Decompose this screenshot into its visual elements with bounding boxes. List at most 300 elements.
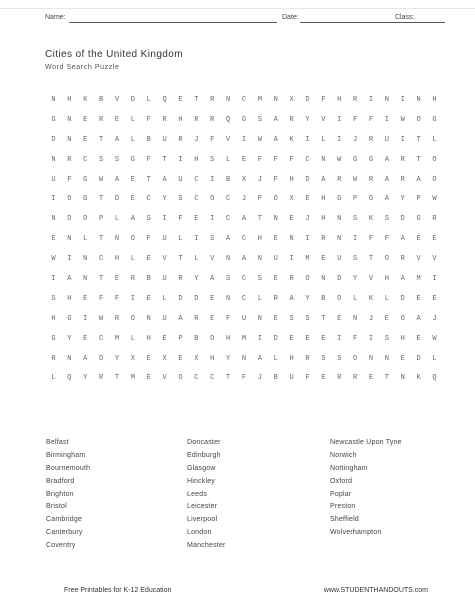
- grid-letter[interactable]: V: [114, 96, 120, 104]
- grid-letter[interactable]: I: [241, 135, 247, 144]
- grid-letter[interactable]: A: [273, 115, 278, 124]
- grid-letter[interactable]: A: [241, 255, 247, 264]
- grid-letter[interactable]: E: [432, 235, 437, 244]
- grid-letter[interactable]: S: [146, 215, 151, 224]
- grid-letter[interactable]: N: [114, 235, 120, 244]
- grid-letter[interactable]: O: [210, 195, 215, 204]
- grid-letter[interactable]: R: [337, 374, 342, 383]
- grid-letter[interactable]: R: [99, 115, 104, 124]
- grid-letter[interactable]: P: [353, 195, 358, 204]
- grid-letter[interactable]: Y: [194, 275, 199, 284]
- grid-letter[interactable]: L: [83, 235, 88, 244]
- grid-letter[interactable]: R: [337, 175, 342, 184]
- grid-letter[interactable]: C: [241, 275, 247, 284]
- grid-letter[interactable]: B: [273, 374, 278, 383]
- grid-letter[interactable]: B: [146, 275, 151, 284]
- grid-letter[interactable]: V: [210, 255, 215, 264]
- grid-letter[interactable]: E: [241, 155, 247, 164]
- grid-letter[interactable]: N: [416, 96, 421, 104]
- grid-letter[interactable]: H: [289, 354, 294, 363]
- grid-letter[interactable]: S: [384, 215, 389, 224]
- grid-letter[interactable]: E: [416, 294, 421, 303]
- grid-letter[interactable]: S: [289, 314, 294, 323]
- grid-letter[interactable]: I: [432, 275, 437, 284]
- grid-letter[interactable]: A: [226, 235, 231, 244]
- grid-letter[interactable]: V: [226, 135, 231, 144]
- grid-letter[interactable]: C: [194, 175, 199, 184]
- grid-letter[interactable]: H: [321, 195, 326, 204]
- grid-letter[interactable]: N: [321, 275, 326, 284]
- grid-letter[interactable]: S: [226, 275, 231, 284]
- grid-letter[interactable]: C: [226, 195, 231, 204]
- grid-letter[interactable]: V: [368, 275, 374, 284]
- grid-letter[interactable]: S: [353, 255, 358, 264]
- grid-letter[interactable]: I: [51, 195, 56, 204]
- grid-letter[interactable]: L: [130, 115, 135, 124]
- grid-letter[interactable]: A: [178, 314, 183, 323]
- grid-letter[interactable]: H: [226, 334, 231, 343]
- grid-letter[interactable]: T: [99, 235, 104, 244]
- grid-letter[interactable]: I: [210, 175, 215, 184]
- grid-letter[interactable]: E: [114, 115, 120, 124]
- grid-letter[interactable]: A: [384, 195, 389, 204]
- grid-letter[interactable]: G: [83, 195, 88, 204]
- grid-letter[interactable]: Y: [83, 374, 88, 383]
- grid-letter[interactable]: J: [353, 135, 358, 144]
- grid-letter[interactable]: J: [368, 314, 374, 323]
- grid-letter[interactable]: O: [210, 334, 215, 343]
- grid-letter[interactable]: S: [384, 334, 389, 343]
- grid-letter[interactable]: M: [257, 96, 262, 104]
- grid-letter[interactable]: G: [83, 175, 88, 184]
- date-field-line[interactable]: [300, 22, 419, 23]
- grid-letter[interactable]: E: [400, 354, 405, 363]
- grid-letter[interactable]: W: [99, 314, 104, 323]
- grid-letter[interactable]: D: [305, 175, 310, 184]
- grid-letter[interactable]: N: [273, 96, 278, 104]
- grid-letter[interactable]: D: [99, 354, 104, 363]
- grid-letter[interactable]: N: [51, 215, 56, 224]
- grid-letter[interactable]: S: [210, 235, 215, 244]
- grid-letter[interactable]: N: [67, 235, 72, 244]
- grid-letter[interactable]: T: [99, 135, 104, 144]
- grid-letter[interactable]: A: [162, 175, 167, 184]
- grid-letter[interactable]: I: [194, 235, 199, 244]
- grid-letter[interactable]: P: [257, 195, 262, 204]
- grid-letter[interactable]: F: [321, 96, 326, 104]
- grid-letter[interactable]: N: [226, 294, 231, 303]
- grid-letter[interactable]: H: [400, 334, 405, 343]
- grid-letter[interactable]: L: [226, 155, 231, 164]
- grid-letter[interactable]: X: [130, 354, 135, 363]
- grid-letter[interactable]: D: [178, 294, 183, 303]
- grid-letter[interactable]: I: [130, 294, 135, 303]
- grid-letter[interactable]: E: [83, 294, 88, 303]
- grid-letter[interactable]: C: [99, 334, 104, 343]
- grid-letter[interactable]: E: [305, 195, 310, 204]
- grid-letter[interactable]: H: [114, 255, 120, 264]
- grid-letter[interactable]: D: [400, 215, 405, 224]
- grid-letter[interactable]: E: [273, 275, 278, 284]
- grid-letter[interactable]: N: [51, 155, 56, 164]
- grid-letter[interactable]: E: [51, 235, 56, 244]
- grid-letter[interactable]: A: [114, 175, 120, 184]
- grid-letter[interactable]: V: [416, 255, 421, 264]
- grid-letter[interactable]: I: [305, 235, 310, 244]
- grid-letter[interactable]: Q: [432, 374, 437, 383]
- grid-letter[interactable]: N: [384, 354, 389, 363]
- grid-letter[interactable]: W: [400, 115, 405, 124]
- grid-letter[interactable]: K: [368, 215, 374, 224]
- grid-letter[interactable]: V: [162, 374, 167, 383]
- grid-letter[interactable]: E: [114, 275, 120, 284]
- grid-letter[interactable]: Y: [305, 294, 310, 303]
- grid-letter[interactable]: A: [273, 135, 278, 144]
- grid-letter[interactable]: F: [146, 155, 151, 164]
- grid-letter[interactable]: F: [146, 235, 151, 244]
- grid-letter[interactable]: O: [432, 155, 437, 164]
- grid-letter[interactable]: R: [51, 354, 56, 363]
- grid-letter[interactable]: E: [146, 255, 151, 264]
- grid-letter[interactable]: F: [241, 374, 247, 383]
- grid-letter[interactable]: R: [353, 374, 358, 383]
- grid-letter[interactable]: F: [273, 155, 278, 164]
- grid-letter[interactable]: I: [178, 155, 183, 164]
- grid-letter[interactable]: A: [400, 235, 405, 244]
- grid-letter[interactable]: T: [416, 135, 421, 144]
- grid-letter[interactable]: O: [273, 195, 278, 204]
- grid-letter[interactable]: K: [368, 294, 374, 303]
- grid-letter[interactable]: D: [273, 334, 278, 343]
- grid-letter[interactable]: I: [51, 275, 56, 284]
- grid-letter[interactable]: U: [289, 374, 294, 383]
- grid-letter[interactable]: A: [241, 215, 247, 224]
- grid-letter[interactable]: U: [337, 255, 342, 264]
- grid-letter[interactable]: U: [162, 275, 167, 284]
- grid-letter[interactable]: T: [146, 175, 151, 184]
- grid-letter[interactable]: Y: [400, 195, 405, 204]
- grid-letter[interactable]: H: [178, 115, 183, 124]
- grid-letter[interactable]: H: [321, 215, 326, 224]
- grid-letter[interactable]: U: [51, 175, 56, 184]
- grid-letter[interactable]: O: [384, 255, 389, 264]
- grid-letter[interactable]: K: [289, 135, 294, 144]
- grid-letter[interactable]: E: [210, 314, 215, 323]
- grid-letter[interactable]: F: [67, 175, 72, 184]
- grid-letter[interactable]: D: [337, 275, 342, 284]
- name-field-line[interactable]: [69, 22, 277, 23]
- grid-letter[interactable]: I: [400, 135, 405, 144]
- grid-letter[interactable]: C: [210, 374, 215, 383]
- grid-letter[interactable]: R: [400, 255, 405, 264]
- grid-letter[interactable]: I: [353, 235, 358, 244]
- grid-letter[interactable]: I: [257, 334, 262, 343]
- grid-letter[interactable]: R: [432, 215, 437, 224]
- grid-letter[interactable]: E: [321, 334, 326, 343]
- grid-letter[interactable]: M: [416, 275, 421, 284]
- grid-letter[interactable]: E: [384, 314, 389, 323]
- grid-letter[interactable]: S: [51, 294, 56, 303]
- grid-letter[interactable]: J: [194, 135, 199, 144]
- grid-letter[interactable]: C: [241, 235, 247, 244]
- grid-letter[interactable]: L: [130, 334, 135, 343]
- grid-letter[interactable]: R: [273, 294, 278, 303]
- grid-letter[interactable]: O: [432, 175, 437, 184]
- grid-letter[interactable]: C: [194, 195, 199, 204]
- grid-letter[interactable]: E: [130, 175, 135, 184]
- grid-letter[interactable]: X: [162, 354, 167, 363]
- grid-letter[interactable]: O: [353, 354, 358, 363]
- grid-letter[interactable]: R: [353, 96, 358, 104]
- grid-letter[interactable]: V: [162, 255, 167, 264]
- grid-letter[interactable]: L: [353, 294, 358, 303]
- grid-letter[interactable]: A: [83, 354, 88, 363]
- grid-letter[interactable]: I: [162, 215, 167, 224]
- grid-letter[interactable]: I: [289, 255, 294, 264]
- grid-letter[interactable]: L: [130, 135, 135, 144]
- grid-letter[interactable]: F: [305, 374, 310, 383]
- grid-letter[interactable]: R: [162, 115, 167, 124]
- grid-letter[interactable]: N: [400, 374, 405, 383]
- grid-letter[interactable]: U: [162, 314, 167, 323]
- grid-letter[interactable]: F: [353, 334, 358, 343]
- grid-letter[interactable]: Y: [305, 115, 310, 124]
- grid-letter[interactable]: E: [194, 215, 199, 224]
- grid-letter[interactable]: N: [83, 255, 88, 264]
- grid-letter[interactable]: H: [67, 294, 72, 303]
- grid-letter[interactable]: A: [384, 155, 389, 164]
- grid-letter[interactable]: B: [194, 334, 199, 343]
- grid-letter[interactable]: N: [226, 96, 231, 104]
- grid-letter[interactable]: I: [305, 135, 310, 144]
- grid-letter[interactable]: E: [146, 294, 151, 303]
- grid-letter[interactable]: S: [99, 155, 104, 164]
- grid-letter[interactable]: D: [51, 135, 56, 144]
- grid-letter[interactable]: H: [384, 275, 389, 284]
- grid-letter[interactable]: L: [162, 294, 167, 303]
- grid-letter[interactable]: O: [416, 115, 421, 124]
- grid-letter[interactable]: R: [194, 115, 199, 124]
- grid-letter[interactable]: H: [432, 96, 437, 104]
- grid-letter[interactable]: N: [67, 135, 72, 144]
- grid-letter[interactable]: C: [83, 155, 88, 164]
- grid-letter[interactable]: N: [83, 275, 88, 284]
- grid-letter[interactable]: F: [368, 235, 374, 244]
- grid-letter[interactable]: J: [305, 215, 310, 224]
- grid-letter[interactable]: O: [83, 215, 88, 224]
- grid-letter[interactable]: F: [146, 115, 151, 124]
- grid-letter[interactable]: E: [83, 334, 88, 343]
- grid-letter[interactable]: V: [432, 255, 437, 264]
- grid-letter[interactable]: L: [51, 374, 56, 383]
- grid-letter[interactable]: T: [162, 155, 167, 164]
- grid-letter[interactable]: G: [67, 314, 72, 323]
- grid-letter[interactable]: I: [83, 314, 88, 323]
- grid-letter[interactable]: R: [210, 96, 215, 104]
- grid-letter[interactable]: S: [305, 314, 310, 323]
- grid-letter[interactable]: Y: [114, 354, 120, 363]
- grid-letter[interactable]: T: [416, 155, 421, 164]
- grid-letter[interactable]: F: [257, 155, 262, 164]
- grid-letter[interactable]: E: [178, 354, 183, 363]
- grid-letter[interactable]: R: [368, 175, 374, 184]
- grid-letter[interactable]: E: [305, 334, 310, 343]
- grid-letter[interactable]: M: [114, 334, 120, 343]
- grid-letter[interactable]: L: [194, 255, 199, 264]
- grid-letter[interactable]: E: [416, 235, 421, 244]
- grid-letter[interactable]: O: [130, 314, 135, 323]
- grid-letter[interactable]: H: [146, 334, 151, 343]
- grid-letter[interactable]: U: [384, 135, 389, 144]
- grid-letter[interactable]: T: [178, 255, 183, 264]
- grid-letter[interactable]: O: [178, 374, 183, 383]
- grid-letter[interactable]: F: [99, 294, 104, 303]
- grid-letter[interactable]: Y: [353, 275, 358, 284]
- grid-letter[interactable]: J: [257, 374, 262, 383]
- grid-letter[interactable]: D: [305, 96, 310, 104]
- grid-letter[interactable]: L: [114, 215, 120, 224]
- grid-letter[interactable]: V: [321, 115, 326, 124]
- grid-letter[interactable]: E: [321, 255, 326, 264]
- grid-letter[interactable]: A: [210, 275, 215, 284]
- grid-letter[interactable]: R: [194, 314, 199, 323]
- grid-letter[interactable]: R: [178, 135, 183, 144]
- grid-letter[interactable]: L: [384, 294, 389, 303]
- grid-letter[interactable]: E: [210, 294, 215, 303]
- grid-letter[interactable]: W: [432, 195, 437, 204]
- grid-letter[interactable]: F: [368, 115, 374, 124]
- grid-letter[interactable]: N: [146, 314, 151, 323]
- grid-letter[interactable]: A: [321, 175, 326, 184]
- grid-letter[interactable]: G: [337, 195, 342, 204]
- grid-letter[interactable]: F: [289, 155, 294, 164]
- grid-letter[interactable]: B: [99, 96, 104, 104]
- grid-letter[interactable]: W: [51, 255, 56, 264]
- grid-letter[interactable]: P: [99, 215, 104, 224]
- grid-letter[interactable]: I: [384, 115, 389, 124]
- grid-letter[interactable]: A: [416, 314, 421, 323]
- grid-letter[interactable]: D: [400, 294, 405, 303]
- grid-letter[interactable]: E: [273, 314, 278, 323]
- grid-letter[interactable]: G: [353, 155, 358, 164]
- grid-letter[interactable]: I: [210, 215, 215, 224]
- grid-letter[interactable]: U: [241, 314, 247, 323]
- grid-letter[interactable]: X: [289, 96, 294, 104]
- grid-letter[interactable]: G: [416, 215, 421, 224]
- grid-letter[interactable]: F: [273, 175, 278, 184]
- grid-letter[interactable]: E: [178, 96, 183, 104]
- grid-letter[interactable]: C: [226, 215, 231, 224]
- grid-letter[interactable]: H: [194, 155, 199, 164]
- grid-letter[interactable]: J: [432, 314, 437, 323]
- grid-letter[interactable]: C: [305, 155, 310, 164]
- grid-letter[interactable]: H: [257, 235, 262, 244]
- grid-letter[interactable]: O: [400, 314, 405, 323]
- grid-letter[interactable]: N: [384, 96, 389, 104]
- grid-letter[interactable]: H: [67, 96, 72, 104]
- grid-letter[interactable]: N: [257, 314, 262, 323]
- grid-letter[interactable]: J: [257, 175, 262, 184]
- grid-letter[interactable]: Y: [226, 354, 231, 363]
- grid-letter[interactable]: E: [416, 334, 421, 343]
- grid-letter[interactable]: F: [353, 115, 358, 124]
- grid-letter[interactable]: T: [99, 275, 104, 284]
- grid-letter[interactable]: N: [321, 155, 326, 164]
- grid-letter[interactable]: L: [146, 96, 151, 104]
- grid-letter[interactable]: D: [416, 354, 421, 363]
- grid-letter[interactable]: E: [83, 115, 88, 124]
- grid-letter[interactable]: S: [114, 155, 120, 164]
- grid-letter[interactable]: Q: [67, 374, 72, 383]
- grid-letter[interactable]: G: [368, 195, 374, 204]
- grid-letter[interactable]: X: [289, 195, 294, 204]
- grid-letter[interactable]: O: [67, 195, 72, 204]
- grid-letter[interactable]: E: [368, 374, 374, 383]
- grid-letter[interactable]: R: [400, 175, 405, 184]
- grid-letter[interactable]: I: [337, 135, 342, 144]
- grid-letter[interactable]: T: [226, 374, 231, 383]
- grid-letter[interactable]: D: [114, 195, 120, 204]
- grid-letter[interactable]: N: [273, 215, 278, 224]
- grid-letter[interactable]: T: [368, 255, 374, 264]
- grid-letter[interactable]: Y: [162, 195, 167, 204]
- grid-letter[interactable]: S: [257, 115, 262, 124]
- grid-letter[interactable]: E: [146, 354, 151, 363]
- grid-letter[interactable]: E: [273, 235, 278, 244]
- grid-letter[interactable]: G: [51, 115, 56, 124]
- grid-letter[interactable]: I: [67, 255, 72, 264]
- grid-letter[interactable]: W: [432, 334, 437, 343]
- grid-letter[interactable]: R: [289, 115, 294, 124]
- grid-letter[interactable]: R: [305, 354, 310, 363]
- grid-letter[interactable]: M: [305, 255, 310, 264]
- grid-letter[interactable]: T: [257, 215, 262, 224]
- grid-letter[interactable]: S: [353, 215, 358, 224]
- grid-letter[interactable]: L: [130, 255, 135, 264]
- grid-letter[interactable]: E: [83, 135, 88, 144]
- grid-letter[interactable]: P: [178, 334, 183, 343]
- grid-letter[interactable]: L: [273, 354, 278, 363]
- grid-letter[interactable]: D: [67, 215, 72, 224]
- grid-letter[interactable]: L: [432, 354, 437, 363]
- grid-letter[interactable]: F: [384, 235, 389, 244]
- grid-letter[interactable]: N: [353, 314, 358, 323]
- grid-letter[interactable]: E: [162, 334, 167, 343]
- grid-letter[interactable]: T: [114, 374, 120, 383]
- grid-letter[interactable]: S: [178, 195, 183, 204]
- grid-letter[interactable]: F: [226, 314, 231, 323]
- grid-letter[interactable]: X: [194, 354, 199, 363]
- class-field-line[interactable]: [418, 22, 445, 23]
- grid-letter[interactable]: E: [146, 374, 151, 383]
- grid-letter[interactable]: A: [67, 275, 72, 284]
- grid-letter[interactable]: U: [273, 255, 278, 264]
- grid-letter[interactable]: N: [67, 115, 72, 124]
- grid-letter[interactable]: G: [130, 155, 135, 164]
- grid-letter[interactable]: C: [146, 195, 151, 204]
- grid-letter[interactable]: I: [368, 96, 374, 104]
- grid-letter[interactable]: M: [241, 334, 247, 343]
- grid-letter[interactable]: E: [289, 215, 294, 224]
- grid-letter[interactable]: Q: [226, 115, 231, 124]
- grid-letter[interactable]: W: [257, 135, 262, 144]
- grid-letter[interactable]: W: [353, 175, 358, 184]
- grid-letter[interactable]: A: [416, 175, 421, 184]
- grid-letter[interactable]: U: [162, 135, 167, 144]
- grid-letter[interactable]: J: [241, 195, 247, 204]
- grid-letter[interactable]: S: [337, 354, 342, 363]
- grid-letter[interactable]: G: [368, 155, 374, 164]
